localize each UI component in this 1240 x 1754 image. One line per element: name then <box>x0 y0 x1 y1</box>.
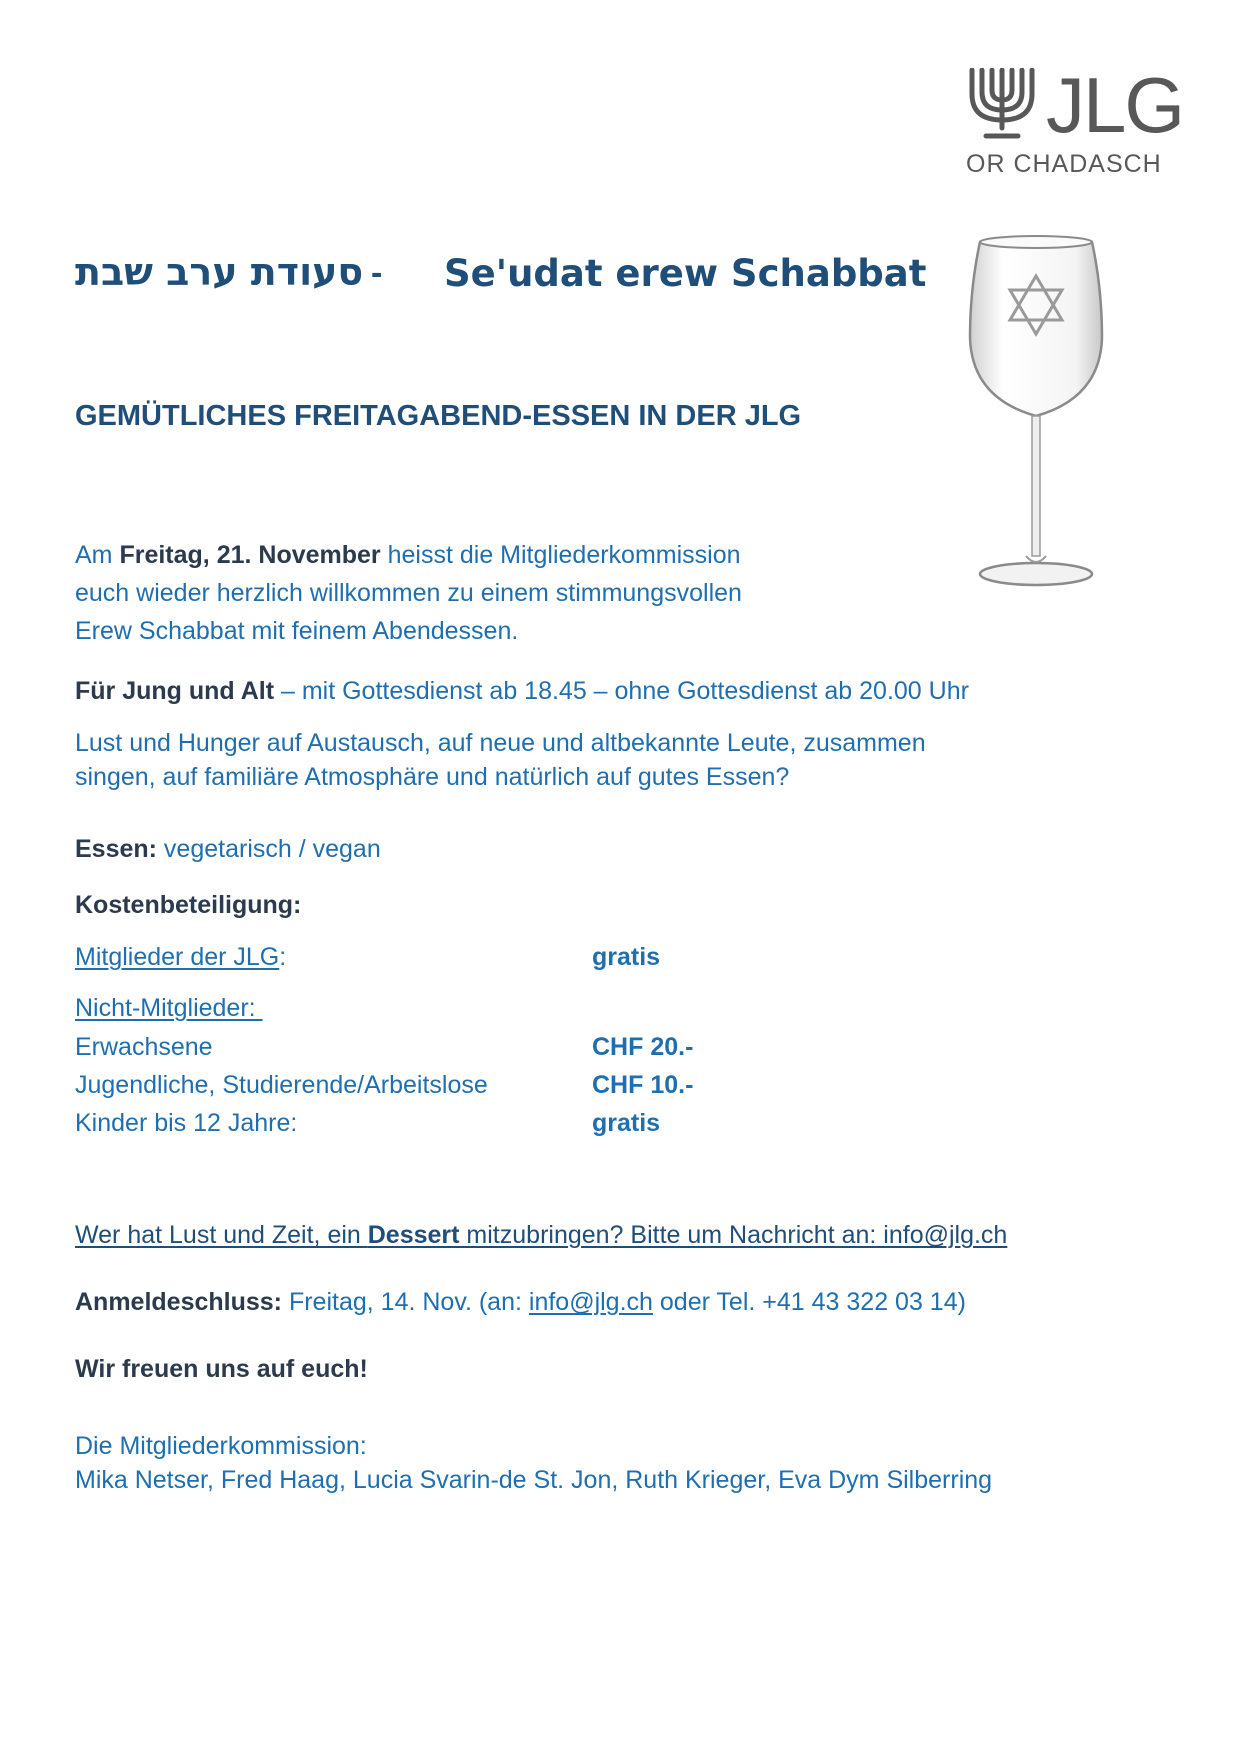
logo-subtitle: OR CHADASCH <box>966 150 1162 178</box>
invite-line-1: Lust und Hunger auf Austausch, auf neue und altbekannte Leute, zusammen <box>75 729 926 757</box>
page-heading: GEMÜTLICHES FREITAGABEND-ESSEN IN DER JLG <box>75 400 802 432</box>
signature-title: Die Mitgliederkommission: <box>75 1432 367 1460</box>
email-link[interactable]: info@jlg.ch <box>528 1288 653 1316</box>
intro-line-2: euch wieder herzlich willkommen zu einem stimmungsvollen <box>75 579 742 607</box>
dessert-link[interactable]: Wer hat Lust und Zeit, ein Dessert mitzubringen? Bitte um Nachricht an: info@jlg.ch <box>75 1221 1008 1249</box>
jlg-logo <box>966 61 1184 178</box>
cost-row-label: Jugendliche, Studierende/Arbeitslose <box>75 1071 488 1099</box>
signature-block <box>75 1429 992 1497</box>
members-value: gratis <box>592 943 661 971</box>
intro-line-1: Am Freitag, 21. November heisst die Mitgliederkommission <box>75 541 741 569</box>
logo-wordmark: JLG <box>1046 61 1184 149</box>
cost-row-value: gratis <box>592 1109 661 1137</box>
cost-row-label: Erwachsene <box>75 1033 213 1061</box>
invite-line-2: singen, auf familiäre Atmosphäre und natürlich auf gutes Essen? <box>75 763 790 791</box>
food-line: Essen: vegetarisch / vegan <box>75 835 381 863</box>
wine-glass-image <box>940 228 1140 608</box>
deadline-label: Anmeldeschluss: <box>75 1288 283 1316</box>
intro-paragraph <box>75 536 742 650</box>
costs-heading: Kostenbeteiligung: <box>75 891 302 919</box>
signature-names: Mika Netser, Fred Haag, Lucia Svarin-de St. Jon, Ruth Krieger, Eva Dym Silberring <box>75 1466 993 1494</box>
menorah-icon <box>966 68 1038 142</box>
cost-row-label: Kinder bis 12 Jahre: <box>75 1109 298 1137</box>
audience-line: Für Jung und Alt – mit Gottesdienst ab 18.45 – ohne Gottesdienst ab 20.00 Uhr <box>75 677 969 705</box>
intro-line-3: Erew Schabbat mit feinem Abendessen. <box>75 617 519 645</box>
title-hebrew: סעודת ערב שבת <box>75 250 364 294</box>
cost-row-value: CHF 20.- <box>592 1033 694 1061</box>
deadline-line: Anmeldeschluss: Freitag, 14. Nov. (an: info@jlg.ch oder Tel. +41 43 322 03 14) <box>75 1288 966 1316</box>
nonmembers-label: Nicht-Mitglieder: <box>75 994 263 1022</box>
invite-paragraph <box>75 726 926 794</box>
closing-line: Wir freuen uns auf euch! <box>75 1355 368 1383</box>
members-label: Mitglieder der JLG: <box>75 943 287 971</box>
audience-label: Für Jung und Alt <box>75 677 275 705</box>
cost-row-value: CHF 10.- <box>592 1071 694 1099</box>
event-date: Freitag, 21. November <box>119 541 381 569</box>
title-german: Se'udat erew Schabbat <box>444 252 927 295</box>
food-label: Essen: <box>75 835 157 863</box>
title-separator: - <box>371 254 383 292</box>
